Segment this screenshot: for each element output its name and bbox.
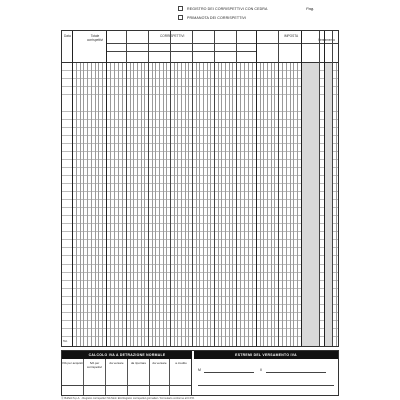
- digit-divider: [80, 63, 81, 346]
- header-totale: Totale corrispettivi: [86, 34, 104, 42]
- digit-divider: [83, 63, 84, 346]
- digit-divider: [166, 63, 167, 346]
- digit-divider: [218, 63, 219, 346]
- cell-da-riportare: da riportare: [128, 359, 150, 395]
- digit-divider: [286, 63, 287, 346]
- header-versamento: Versamento: [318, 38, 336, 42]
- digit-divider: [263, 63, 264, 346]
- digit-divider: [137, 63, 138, 346]
- digit-divider: [133, 63, 134, 346]
- digit-divider: [174, 63, 175, 346]
- digit-divider: [196, 63, 197, 346]
- digit-divider: [267, 63, 268, 346]
- cell-iva-corrispettivi: IVA per corrispettivi: [84, 359, 106, 395]
- option-primanota[interactable]: [178, 13, 267, 22]
- digit-divider: [229, 63, 230, 346]
- digit-divider: [282, 63, 283, 346]
- digit-divider: [118, 63, 119, 346]
- digit-divider: [76, 63, 77, 346]
- checkbox-registro[interactable]: [178, 6, 183, 11]
- versamento-field-c[interactable]: [198, 385, 334, 386]
- digit-divider: [252, 63, 253, 346]
- header-corrispettivi: CORRISPETTIVI: [160, 34, 185, 38]
- digit-divider: [221, 63, 222, 346]
- option-registro-label: REGISTRO DEI CORRISPETTIVI CON CEDRA: [187, 6, 268, 11]
- digit-divider: [185, 63, 186, 346]
- calc-iva-box: [62, 359, 192, 395]
- digit-divider: [152, 63, 153, 346]
- register-type-options: [178, 4, 267, 22]
- digit-divider: [188, 63, 189, 346]
- digit-divider: [163, 63, 164, 346]
- digit-divider: [177, 63, 178, 346]
- versamento-title: ESTREMI DEL VERSAMENTO IVA: [194, 351, 338, 359]
- ledger-table: [61, 30, 339, 347]
- ledger-header: [62, 31, 338, 63]
- digit-divider: [244, 63, 245, 346]
- digit-divider: [110, 63, 111, 346]
- versamento-label-b: Il: [260, 368, 262, 372]
- cell-iva-acquisti: IVA per acquisti: [62, 359, 84, 395]
- footer-text: Ⓢ Buffetti S.p.A. - Registro corrispettivi IVA Mod. E/A Registro corrispettivi giornalieri / Formulario conforme al D.P.R.: [61, 397, 195, 400]
- cell-a-credito: a credito: [175, 361, 187, 365]
- option-primanota-label: PRIMANOTA DEI CORRISPETTIVI: [187, 15, 247, 20]
- digit-divider: [207, 63, 208, 346]
- digit-divider: [232, 63, 233, 346]
- shaded-column: [324, 63, 332, 346]
- digit-divider: [203, 63, 204, 346]
- digit-divider: [91, 63, 92, 346]
- digit-divider: [210, 63, 211, 346]
- header-data: Data: [64, 34, 71, 38]
- digit-divider: [260, 63, 261, 346]
- shaded-column: [301, 63, 319, 346]
- digit-divider: [248, 63, 249, 346]
- versamento-label-a: M: [198, 368, 201, 372]
- digit-divider: [122, 63, 123, 346]
- digit-divider: [98, 63, 99, 346]
- digit-divider: [141, 63, 142, 346]
- header-imposta: IMPOSTA: [284, 34, 299, 38]
- versamento-field-a[interactable]: [204, 372, 254, 373]
- checkbox-primanota[interactable]: [178, 15, 183, 20]
- digit-divider: [290, 63, 291, 346]
- versamento-field-b[interactable]: [266, 372, 326, 373]
- digit-divider: [95, 63, 96, 346]
- totals-row: [62, 332, 338, 346]
- digit-divider: [293, 63, 294, 346]
- digit-divider: [181, 63, 182, 346]
- digit-divider: [240, 63, 241, 346]
- digit-divider: [336, 63, 337, 346]
- digit-divider: [159, 63, 160, 346]
- page-number-label: Pag.: [306, 6, 315, 11]
- digit-divider: [102, 63, 103, 346]
- digit-divider: [271, 63, 272, 346]
- option-registro[interactable]: [178, 4, 267, 13]
- versamento-box: [194, 359, 338, 395]
- cell-da-versare-2: da versare: [150, 359, 170, 395]
- digit-divider: [144, 63, 145, 346]
- calc-iva-title: CALCOLO IVA A DETRAZIONE NORMALE: [62, 351, 192, 359]
- digit-divider: [225, 63, 226, 346]
- digit-divider: [199, 63, 200, 346]
- cell-da-versare: da versare: [106, 359, 128, 395]
- digit-divider: [87, 63, 88, 346]
- totals-label: Tot.: [63, 339, 68, 343]
- digit-divider: [130, 63, 131, 346]
- digit-divider: [297, 63, 298, 346]
- calc-section: [61, 350, 339, 396]
- digit-divider: [274, 63, 275, 346]
- digit-divider: [114, 63, 115, 346]
- digit-divider: [155, 63, 156, 346]
